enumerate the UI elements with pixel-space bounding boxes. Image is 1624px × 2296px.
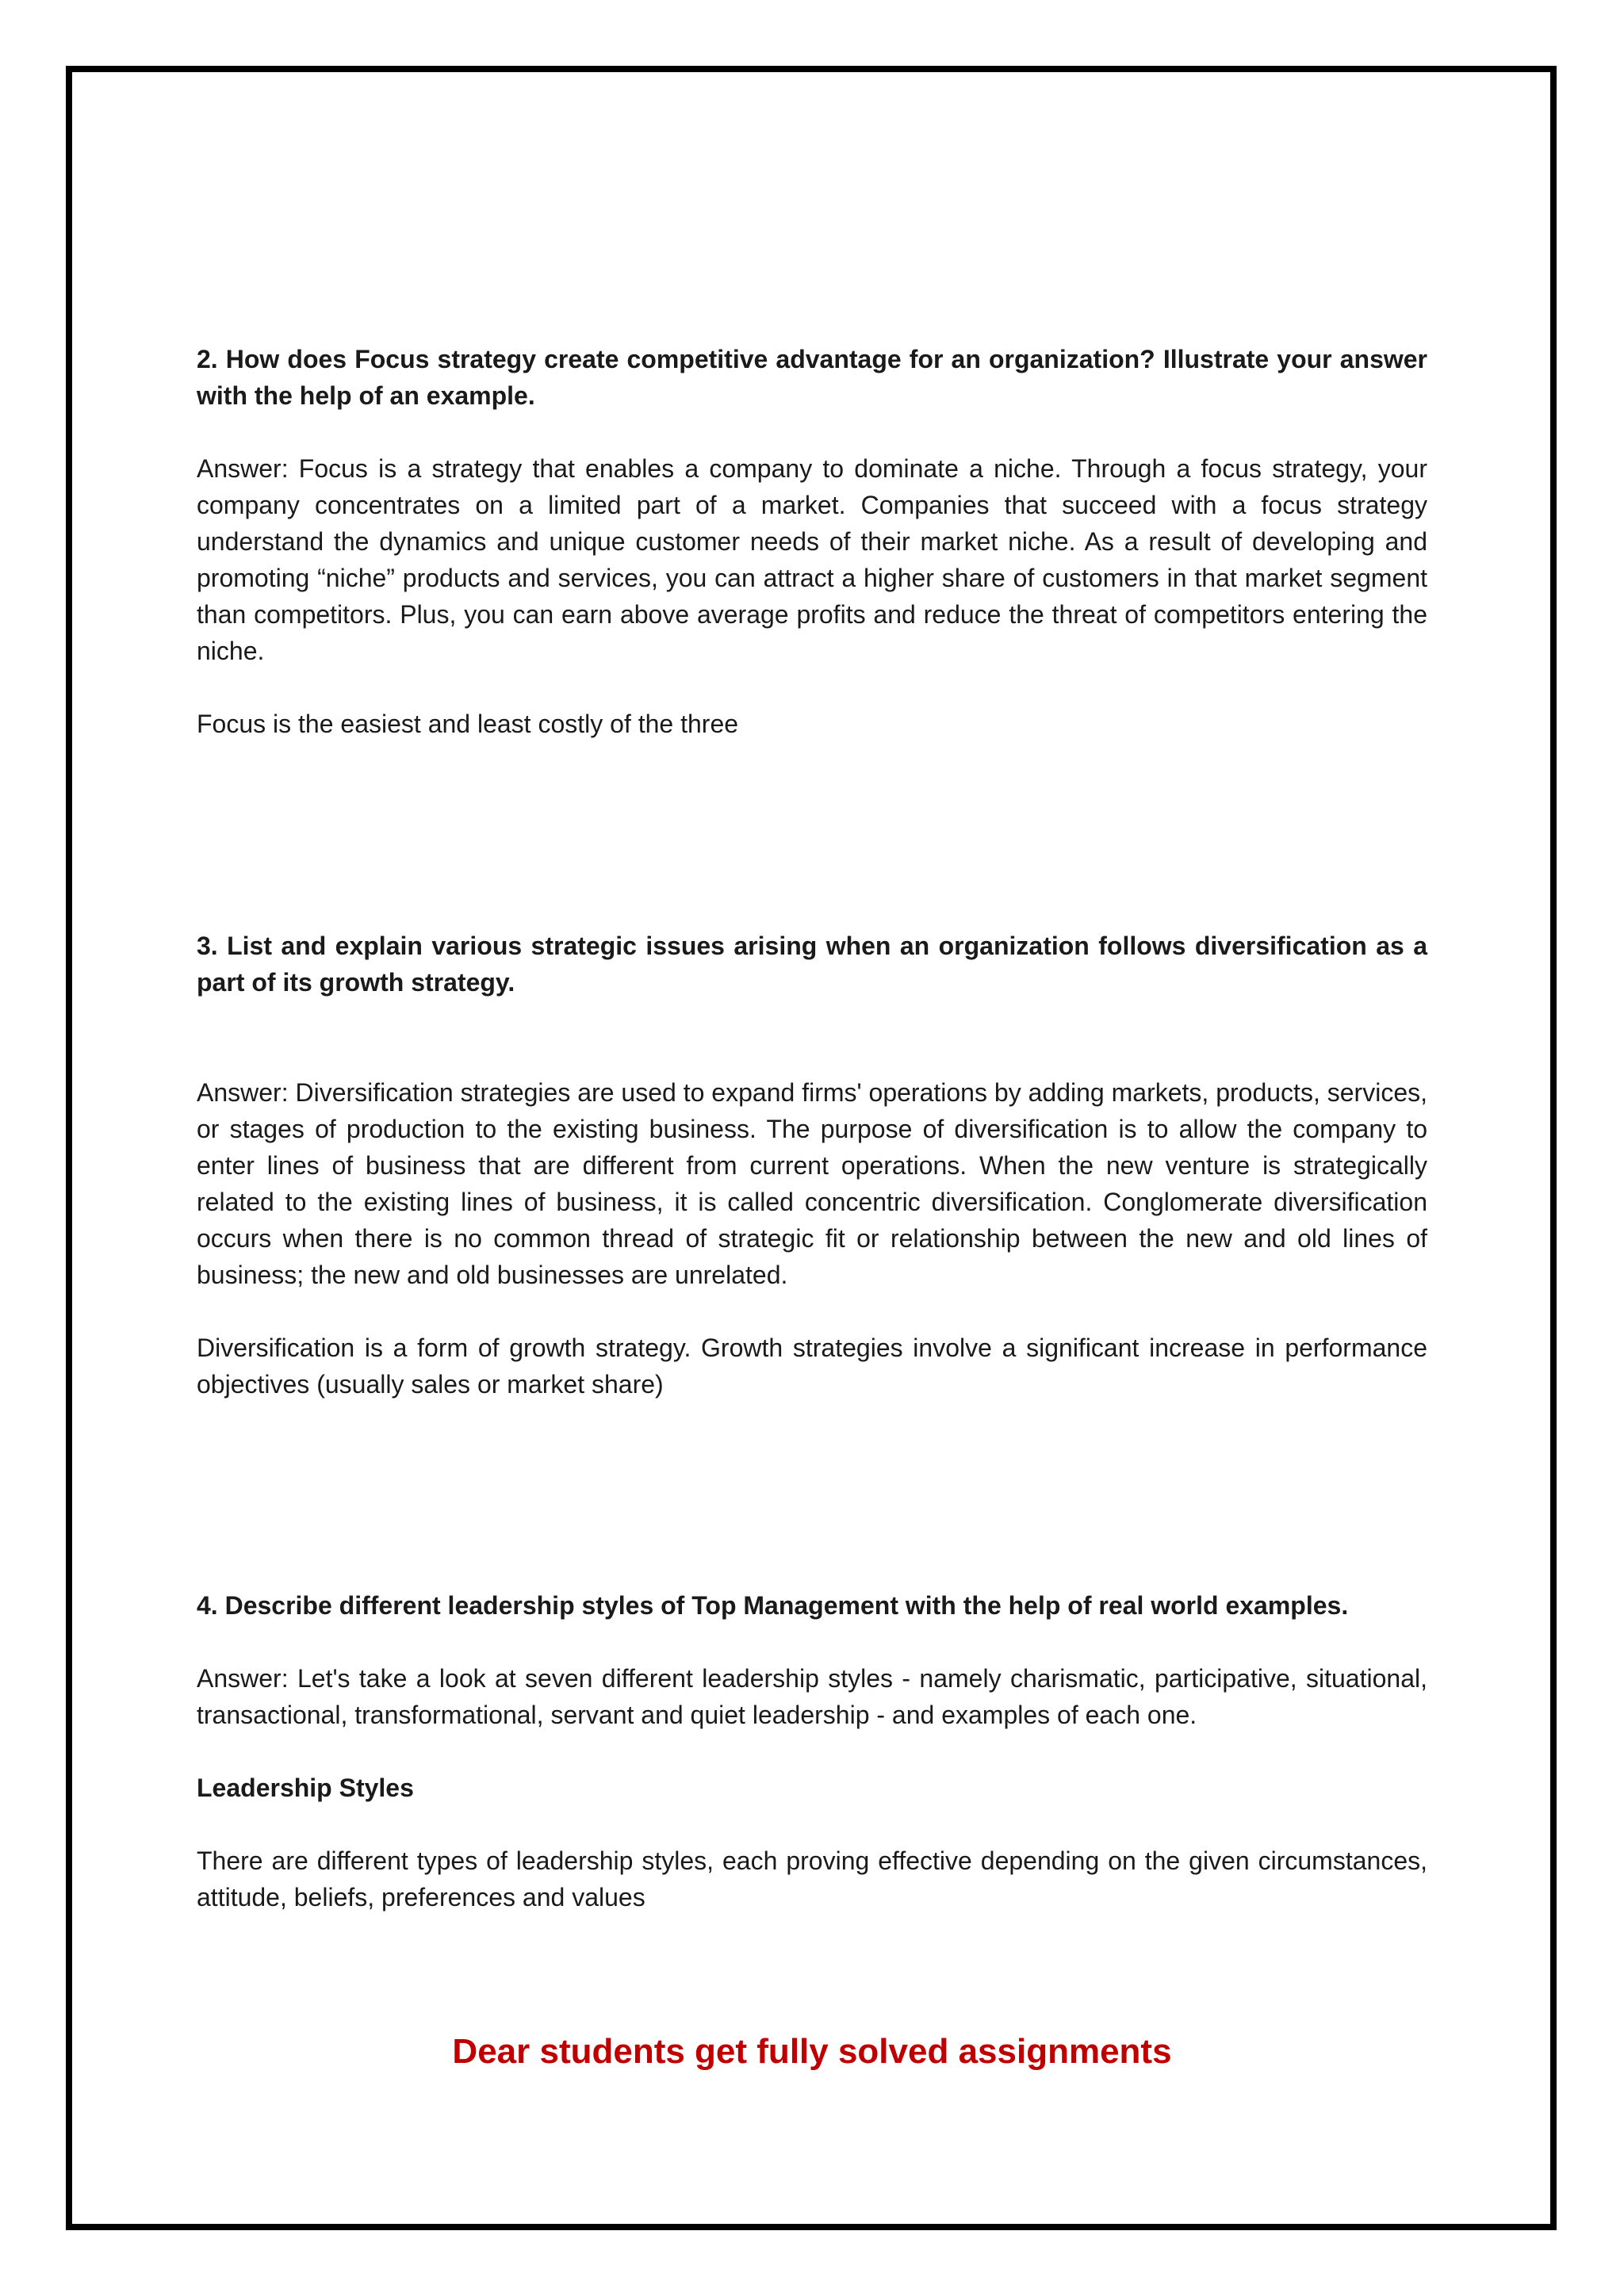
question-3-extra: Diversification is a form of growth strategy. Growth strategies involve a significant increase in performance objectives (usually sales or market share) xyxy=(197,1334,1427,1399)
question-4 xyxy=(197,1587,1427,1915)
question-4-title: 4. Describe different leadership styles of Top Management with the help of real world examples. xyxy=(197,1591,1349,1620)
question-3-title: 3. List and explain various strategic issues arising when an organization follows diversification as a part of its growth strategy. xyxy=(197,932,1427,997)
leadership-styles-heading: Leadership Styles xyxy=(197,1774,414,1802)
cta-banner: Dear students get fully solved assignments xyxy=(452,2032,1172,2071)
question-3-answer: Answer: Diversification strategies are used to expand firms' operations by adding markets, products, services, or stages of production to the existing business. The purpose of diversification is to allow the company to enter lines of business that are different from current operations. When the new venture is strategically related to the existing lines of business, it is called concentric diversification. Conglomerate diversification occurs when there is no common thread of strategic fit or relationship between the new and old lines of business; the new and old businesses are unrelated. xyxy=(197,1078,1427,1289)
question-3 xyxy=(197,928,1427,1402)
question-2-answer: Answer: Focus is a strategy that enables a company to dominate a niche. Through a focus strategy, your company concentrates on a limited part of a market. Companies that succeed with a focus strategy understand the dynamics and unique customer needs of their market niche. As a result of developing and promoting “niche” products and services, you can attract a higher share of customers in that market segment than competitors. Plus, you can earn above average profits and reduce the threat of competitors entering the niche. xyxy=(197,454,1427,665)
question-2-extra: Focus is the easiest and least costly of the three xyxy=(197,710,739,738)
question-4-answer: Answer: Let's take a look at seven different leadership styles - namely charismatic, participative, situational, transactional, transformational, servant and quiet leadership - and examples of each one. xyxy=(197,1664,1427,1729)
question-2 xyxy=(197,341,1427,742)
question-2-title: 2. How does Focus strategy create competitive advantage for an organization? Illustrate your answer with the help of an example. xyxy=(197,345,1427,410)
question-4-extra: There are different types of leadership styles, each proving effective depending on the given circumstances, attitude, beliefs, preferences and values xyxy=(197,1846,1427,1911)
